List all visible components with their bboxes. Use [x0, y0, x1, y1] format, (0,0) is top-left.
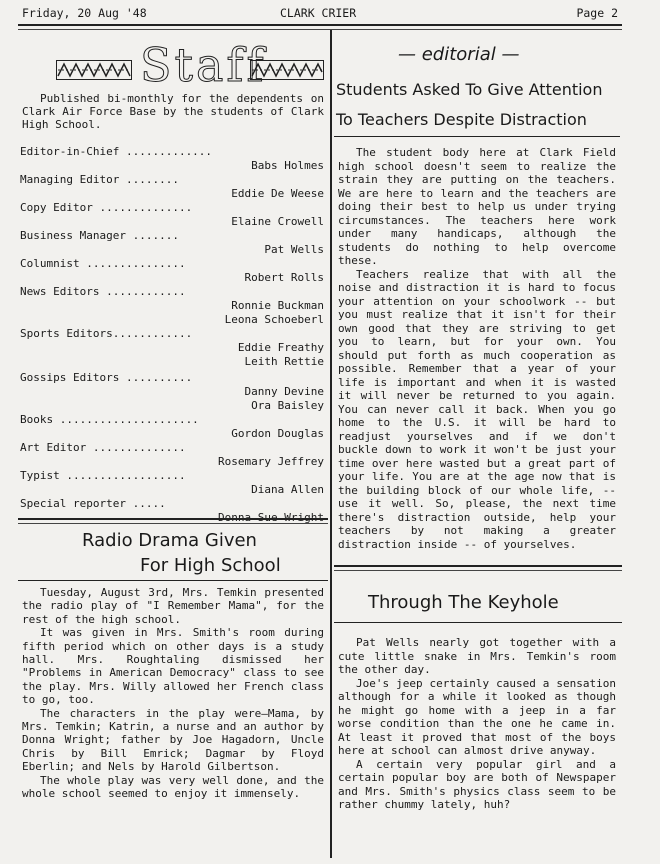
- staff-name: Elaine Crowell: [231, 215, 324, 228]
- role-label: Art Editor ..............: [20, 441, 186, 454]
- staff-name: Leona Schoeberl: [224, 313, 324, 326]
- role-label: Columnist ...............: [20, 257, 186, 270]
- staff-name: Rosemary Jeffrey: [218, 455, 324, 468]
- role-label: Copy Editor ..............: [20, 201, 193, 214]
- role-label: Business Manager .......: [20, 229, 179, 242]
- role-label: News Editors ............: [20, 285, 186, 298]
- staff-name: Danny Devine: [244, 385, 324, 398]
- keyhole-body: [338, 636, 616, 812]
- radio-article-body: [22, 586, 324, 801]
- page-number: Page 2: [576, 6, 618, 20]
- keyhole-title: Through The Keyhole: [368, 592, 559, 613]
- staff-title: Staff: [140, 38, 267, 92]
- header-rule: [18, 24, 622, 26]
- staff-name: Donna Sue Wright: [218, 511, 324, 524]
- staff-bottom-rule-thin: [18, 523, 328, 524]
- issue-date: Friday, 20 Aug '48: [22, 6, 147, 20]
- staff-bottom-rule: [18, 518, 328, 520]
- left-zigzag-ornament: [56, 60, 132, 80]
- role-label: Managing Editor ........: [20, 173, 179, 186]
- radio-headline-rule: [18, 580, 328, 581]
- editorial-headline-line1: Students Asked To Give Attention: [336, 80, 603, 99]
- radio-headline-line1: Radio Drama Given: [82, 530, 257, 551]
- staff-name: Robert Rolls: [244, 271, 324, 284]
- staff-name: Eddie Freathy: [237, 341, 324, 354]
- article-paragraph: It was given in Mrs. Smith's room during fifth period which on other days is a study hall. Mrs. Roughtaling dismissed her "Problems in American Democracy" class to see the play. Mrs. Willy allowed her French class to go, too.: [22, 626, 324, 707]
- staff-name: Pat Wells: [264, 243, 324, 256]
- role-label: Books .....................: [20, 413, 199, 426]
- page-header: [22, 6, 618, 26]
- article-paragraph: The whole play was very well done, and the whole school seemed to enjoy it immensely.: [22, 773, 324, 801]
- keyhole-top-rule-thin: [334, 570, 622, 571]
- editorial-label: — editorial —: [398, 44, 520, 65]
- staff-intro: [22, 92, 324, 131]
- radio-headline-line2: For High School: [140, 555, 281, 576]
- article-paragraph: Tuesday, August 3rd, Mrs. Temkin presented the radio play of "I Remember Mama", for the rest of the high school.: [22, 586, 324, 626]
- article-paragraph: The student body here at Clark Field high school doesn't seem to realize the strain they are putting on the teachers. We are here to learn and the teachers are doing their best to help us under trying circumstances. The teachers here work under many handicaps, although the students do nothing to help overcome these.: [338, 146, 616, 267]
- role-label: Special reporter .....: [20, 497, 166, 510]
- role-label: Typist ..................: [20, 469, 186, 482]
- staff-name: Eddie De Weese: [231, 187, 324, 200]
- article-paragraph: Teachers realize that with all the noise and distraction it is hard to focus your attention on your schoolwork -- but you must realize that it isn't for their own good that they are striving to get you to learn, but for your own. You should put forth as much cooperation as possible. Remember that a year of your life is important and when it is wasted it will never be returned to you again. You can never call it back. When you go home to the U.S. it will be hard to readjust yourselves and if we don't buckle down to work it won't be just your time over here wasted but a great part of your life. You are at the age now that is the building block of our whole life, -- use it well. So, please, the next time there's distraction outside, help your teachers by not making a greater distraction inside -- of yourselves.: [338, 267, 616, 551]
- staff-name: Diana Allen: [251, 483, 324, 496]
- paper-name: CLARK CRIER: [280, 6, 357, 20]
- staff-name: Ora Baisley: [251, 399, 324, 412]
- column-divider: [330, 30, 332, 858]
- editorial-headline-line2: To Teachers Despite Distraction: [336, 110, 587, 129]
- keyhole-title-rule: [334, 622, 622, 623]
- staff-name: Leith Rettie: [244, 355, 324, 368]
- article-paragraph: Joe's jeep certainly caused a sensation although for a while it looked as though he might go home with a jeep in a far worse condition than the one he came in. At least it proved that most of the boys here at school can almost drive anyway.: [338, 676, 616, 757]
- staff-name: Ronnie Buckman: [231, 299, 324, 312]
- role-label: Gossips Editors ..........: [20, 371, 193, 384]
- role-label: Sports Editors............: [20, 327, 193, 340]
- staff-intro-text: Published bi-monthly for the dependents on Clark Air Force Base by the students of Clark High School.: [22, 92, 324, 131]
- right-zigzag-ornament: [250, 60, 324, 80]
- keyhole-top-rule: [334, 565, 622, 567]
- staff-name: Babs Holmes: [251, 159, 324, 172]
- editorial-body: [338, 146, 616, 551]
- staff-name: Gordon Douglas: [231, 427, 324, 440]
- article-paragraph: A certain very popular girl and a certain popular boy are both of Newspaper and Mrs. Smith's physics class seem to be rather chummy lately, huh?: [338, 757, 616, 811]
- editorial-headline-rule: [334, 136, 620, 137]
- article-paragraph: The characters in the play were—Mama, by Mrs. Temkin; Katrin, a nurse and an author by Donna Wright; father by Joe Hagadorn, Uncle Chris by Bill Emrick; Dagmar by Floyd Eberlin; and Nels by Harold Gilbertson.: [22, 706, 324, 774]
- article-paragraph: Pat Wells nearly got together with a cute little snake in Mrs. Temkin's room the other day.: [338, 636, 616, 676]
- header-rule-thin: [18, 29, 622, 30]
- role-label: Editor-in-Chief .............: [20, 145, 213, 158]
